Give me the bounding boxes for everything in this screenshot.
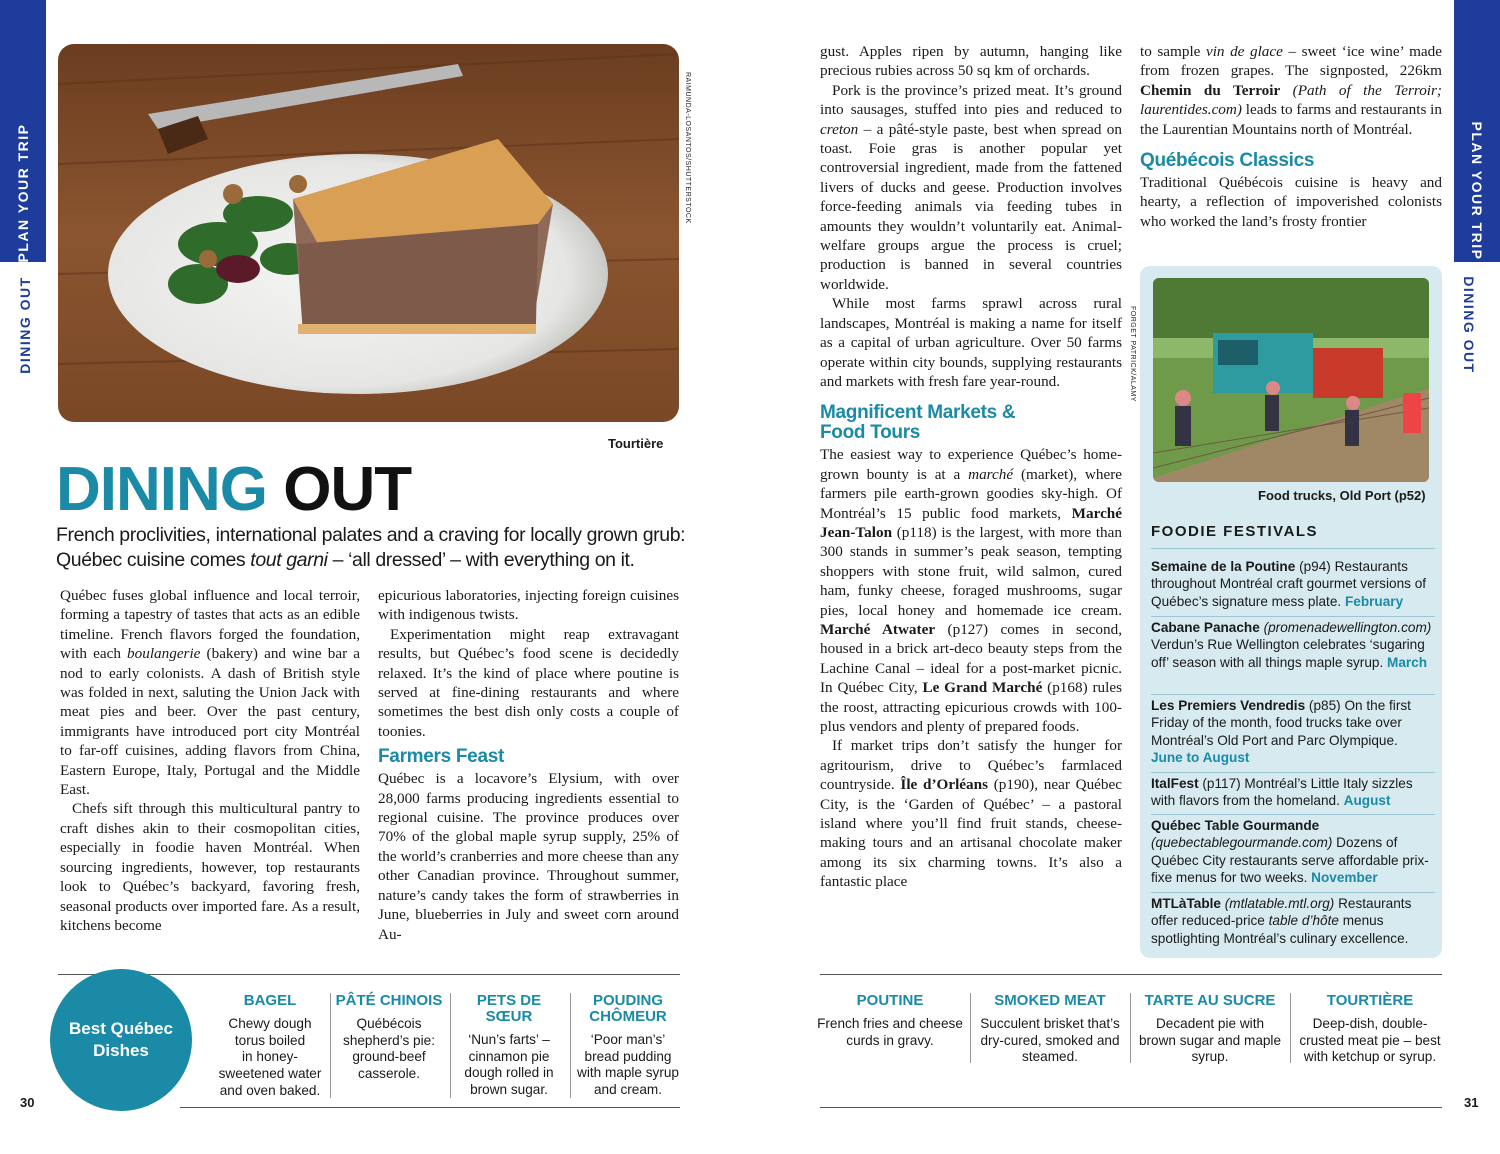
festival-item: Québec Table Gourmande (quebectablegourmande.com) Dozens of Québec City restaurants serve affordable prix-fixe menus for two weeks. November [1151,818,1429,885]
food-trucks-photo-credit: FORGET PATRICK/ALAMY [1129,306,1136,402]
title-word-out: OUT [283,455,412,524]
festival-item: ItalFest (p117) Montréal’s Little Italy sizzles with flavors from the homeland. August [1151,776,1413,809]
page-number-left: 30 [20,1095,35,1110]
col2-paragraph-3: Québec is a locavore’s Elysium, with over 28,000 farms producing ingredients essential to regional cuisine. The province produces over 70% of the global maple syrup supply, 25% of the world’s cranberries and more cheese than any other Canadian province. Throughout summer, nature’s candy takes the form of strawberries in June, blueberries in July and sweet corn around Au- [378,770,679,943]
festivals-divider [1151,548,1435,549]
col3-paragraph-1: gust. Apples ripen by autumn, hanging like precious rubies across 50 sq km of orchards. [820,43,1122,80]
body-column-3 [820,42,1122,892]
col4-paragraph-2: Traditional Québécois cuisine is heavy and hearty, a reflection of impoverished colonists who worked the land’s frosty frontier [1140,174,1442,230]
dishes-top-rule-right [820,974,1442,975]
festivals-divider [1151,814,1435,815]
heading-farmers-feast: Farmers Feast [378,746,505,768]
festivals-divider [1151,616,1435,617]
food-trucks-caption: Food trucks, Old Port (p52) [1258,488,1426,503]
festivals-divider [1151,892,1435,893]
dish-desc-bagel: Chewy dough torus boiled in honey- sweetened water and oven baked. [218,1016,322,1098]
tourtiere-photo [58,44,679,422]
dish-name-pouding-chomeur: POUDING CHÔMEUR [589,992,667,1025]
col3-paragraph-2: Pork is the province’s prized meat. It’s ground into sausages, stuffed into pies and reduced to creton – a pâté-style paste, best when spread on toast. Foie gras is another popular yet controversial ingredient, made from the fattened livers of ducks and geese. Production involves force-feeding animals via feeding tubes in amounts they wouldn’t voluntarily eat. Animal-welfare groups argue the process is cruel; production is banned in several countries worldwide. [820,81,1122,293]
dish-separator [1290,993,1291,1063]
body-column-4 [1140,42,1442,231]
festival-item: Semaine de la Poutine (p94) Restaurants throughout Montréal craft gourmet versions of Québec’s signature mess plate. February [1151,559,1427,609]
dish-name-bagel: BAGEL [243,992,297,1009]
dish-name-tourtiere: TOURTIÈRE [1326,992,1414,1009]
title-word-dining: DINING [56,455,267,524]
col2-paragraph-2: Experimentation might reap extravagant results, but Québec’s food scene is decidedly relaxed. It’s the kind of place where poutine is served at fine-dining restaurants and where sometimes the best dish only costs a couple of toonies. [378,625,679,740]
dish-desc-smoked-meat: Succulent brisket that’s dry-cured, smoked and steamed. [980,1016,1120,1065]
festival-item: Cabane Panache (promenadewellington.com) Verdun’s Rue Wellington celebrates ‘sugaring off’ season with all things maple syrup. March [1151,620,1432,670]
page-title [56,454,411,525]
dish-name-poutine: POUTINE [856,992,924,1009]
festival-item: Les Premiers Vendredis (p85) On the first Friday of the month, food trucks take over Montréal’s Old Port and Parc Olympique. June to August [1151,698,1411,765]
dish-desc-pouding-chomeur: ‘Poor man’s’ bread pudding with maple syrup and cream. [577,1032,679,1098]
food-trucks-photo [1153,278,1429,482]
dish-desc-tourtiere: Deep-dish, double- crusted meat pie – best with ketchup or syrup. [1299,1016,1441,1065]
dish-name-tarte-au-sucre: TARTE AU SUCRE [1144,992,1276,1009]
dish-separator [450,993,451,1098]
best-dishes-badge-label: Best Québec Dishes [69,1019,173,1060]
right-tab-chapter-label: DINING OUT [1461,276,1477,374]
festivals-divider [1151,694,1435,695]
col3-paragraph-4: The easiest way to experience Québec’s home-grown bounty is at a marché (market), where farmers pile earth-grown goodies sky-high. Of Montréal’s 15 public food markets, Marché Jean-Talon (p118) is the largest, with more than 300 stands in summer’s peak season, tempting shoppers with stone fruit, wild salmon, cured ham, funky cheese, foraged mushrooms, sugar pies, local honey and homemade ice cream. Marché Atwater (p127) comes in second, housed in a brick art-deco beauty steps from the Lachine Canal – ideal for a post-market picnic. In Québec City, Le Grand Marché (p168) rules the roost, attracting epicurious crowds with 100-plus vendors and plenty of prepared foods. [820,446,1123,735]
body-column-2 [378,586,679,944]
standfirst [56,523,696,573]
col3-paragraph-3: While most farms sprawl across rural landscapes, Montréal is making a name for itself as a capital of urban agriculture. Over 50 farms operate within city bounds, supplying restaurants and markets with fresh fare year-round. [820,295,1122,390]
standfirst-italic: tout garni [250,549,328,571]
dish-name-smoked-meat: SMOKED MEAT [994,992,1106,1009]
dish-name-pate-chinois: PÂTÉ CHINOIS [335,992,443,1009]
dish-desc-pets-de-soeur: ‘Nun’s farts’ – cinnamon pie dough rolled in brown sugar. [464,1032,554,1098]
col1-paragraph-1: Québec fuses global influence and local terroir, forming a tapestry of tastes that acts as an edible timeline. French flavors forged the foundation, with each boulangerie (bakery) and wine bar a nod to early colonists. A dash of British style was folded in next, saluting the Union Jack with meat pies and beer. Over the past century, immigrants have introduced port city Montréal to far-off cuisines, adding flavors from China, Eastern Europe, Italy, Portugal and the Middle East. [60,587,360,799]
col1-paragraph-2: Chefs sift through this multicultural pantry to craft dishes akin to their cosmopolitan cities, especially in foodie haven Montréal. When sourcing ingredients, however, top restaurants look to Québec’s backyard, favoring fresh, seasonal products over imported fare. As a result, kitchens become [60,800,360,934]
festivals-divider [1151,772,1435,773]
dishes-bottom-rule-right [820,1107,1442,1108]
left-tab-chapter-label: DINING OUT [17,276,33,374]
foodie-festivals-title: FOODIE FESTIVALS [1151,523,1319,540]
col2-paragraph-1: epicurious laboratories, injecting foreign cuisines with indigenous twists. [378,587,679,624]
col3-paragraph-5: If market trips don’t satisfy the hunger for agritourism, drive to Québec’s farmlaced countryside. Île d’Orléans (p190), near Québec City, is the ‘Garden of Québec’ – a pastoral island where you’ll find fruit stands, cheese-making tours and an artisanal chocolate maker among its six charming towns. It’s also a fantastic place [820,737,1122,891]
dish-separator [970,993,971,1063]
heading-magnificent-markets: Magnificent Markets & Food Tours [820,402,1016,444]
festival-item: MTLàTable (mtlatable.mtl.org) Restaurants offer reduced-price table d’hôte menus spotlighting Montréal’s culinary excellence. [1151,896,1412,946]
standfirst-text-1: French proclivities, international palates and a craving for locally grown grub: Québec cuisine comes [56,524,686,571]
dish-desc-pate-chinois: Québécois shepherd’s pie: ground-beef casserole. [343,1016,435,1082]
dish-separator [570,993,571,1098]
page-number-right: 31 [1464,1095,1479,1110]
dish-separator [1130,993,1131,1063]
body-column-1 [60,586,360,935]
col4-paragraph-1: to sample vin de glace – sweet ‘ice wine’ made from frozen grapes. The signposted, 226km Chemin du Terroir (Path of the Terroir; laurentides.com) leads to farms and restaurants in the Laurentian Mountains north of Montréal. [1140,43,1442,138]
standfirst-text-2: – ‘all dressed’ – with everything on it. [327,549,635,571]
right-tab-section-label: PLAN YOUR TRIP [1469,121,1485,261]
dish-desc-tarte-au-sucre: Decadent pie with brown sugar and maple syrup. [1138,1016,1282,1065]
dishes-bottom-rule-left [180,1107,680,1108]
tourtiere-photo-credit: RAIMUNDA-LOSANTOS/SHUTTERSTOCK [684,72,691,224]
dish-name-pets-de-soeur: PETS DE SŒUR [476,992,542,1025]
left-tab-section-label: PLAN YOUR TRIP [15,123,31,263]
dish-separator [330,993,331,1098]
tourtiere-caption: Tourtière [608,436,664,451]
dish-desc-poutine: French fries and cheese curds in gravy. [817,1016,963,1048]
heading-quebecois-classics: Québécois Classics [1140,150,1315,172]
